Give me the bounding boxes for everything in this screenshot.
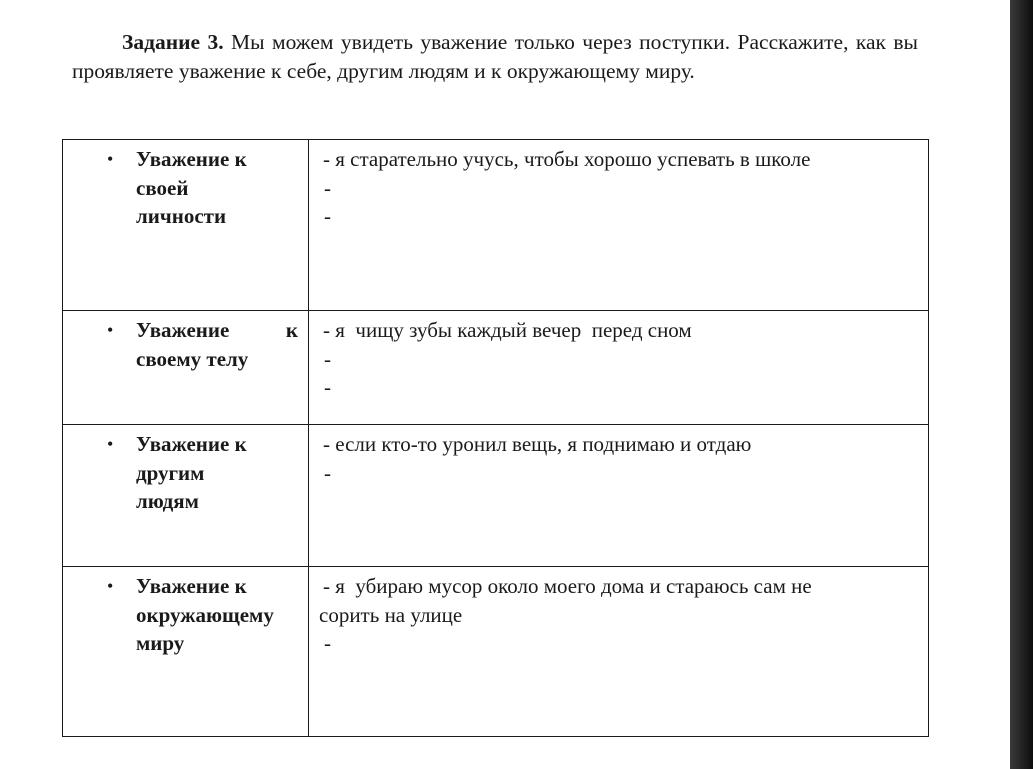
category-line: другим [136,460,205,485]
answer-line: - я убираю мусор около моего дома и стараюсь сам не [323,574,812,598]
bullet-icon: • [107,320,114,340]
page-edge-shadow [1010,0,1033,769]
answer-line: - [324,175,331,200]
answer-line: - [324,204,331,228]
answer-cell [309,311,929,425]
category-line: Уважение к [136,432,247,456]
category-cell [63,311,309,425]
answer-line: - [324,631,331,655]
category-line: миру [136,631,185,655]
category-line: Уважение к [136,574,247,598]
answer-line: сорить на улице [319,602,463,627]
category-line: Уважение к [136,147,247,171]
answer-line: - я чищу зубы каждый вечер перед сном [323,318,692,342]
answer-line: - я старательно учусь, чтобы хорошо успевать в школе [323,147,811,171]
bullet-icon: • [107,576,114,596]
task-paragraph [72,28,918,86]
category-line: окружающему [136,602,274,627]
answer-cell [309,425,929,567]
answer-cell [309,567,929,737]
category-line: личности [136,204,227,228]
respect-table [62,139,929,737]
category-cell [63,140,309,311]
bullet-icon: • [107,434,114,454]
table-row [63,567,929,737]
table-row [63,140,929,311]
answer-line: - если кто-то уронил вещь, я поднимаю и отдаю [323,432,752,456]
answer-line: - [324,346,331,371]
category-cell [63,425,309,567]
table-row [63,311,929,425]
category-line: своей [136,175,189,200]
task-label: Задание 3. [122,30,224,54]
category-line: своему телу [136,346,249,371]
bullet-icon: • [107,149,114,169]
category-line: Уважение к [136,318,298,342]
category-line: людям [136,489,199,513]
answer-line: - [324,375,331,399]
answer-cell [309,140,929,311]
answer-line: - [324,460,331,485]
table-row [63,425,929,567]
task-text: Мы можем увидеть уважение только через поступки. Расскажите, как вы проявляете уважение к себе, другим людям и к окружающему миру. [72,30,918,83]
category-cell [63,567,309,737]
